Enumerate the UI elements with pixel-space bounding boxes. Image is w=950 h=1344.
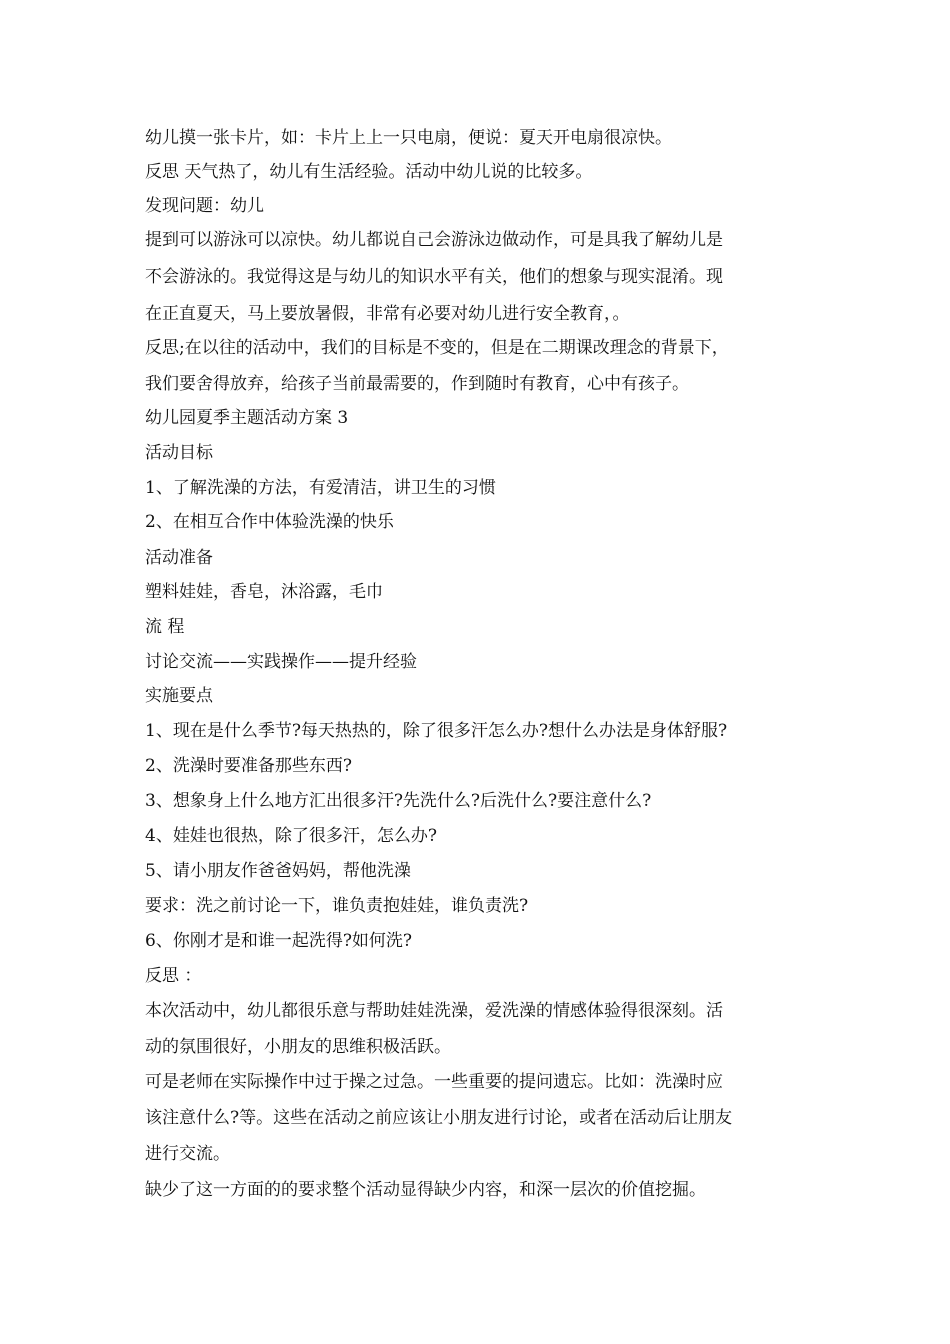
paragraph-line: 我们要舍得放弃，给孩子当前最需要的，作到随时有教育，心中有孩子。 bbox=[145, 374, 689, 394]
paragraph-line: 缺少了这一方面的的要求整个活动显得缺少内容，和深一层次的价值挖掘。 bbox=[145, 1180, 706, 1200]
document-body bbox=[145, 124, 813, 1210]
paragraph-line: 反思;在以往的活动中，我们的目标是不变的，但是在二期课改理念的背景下， bbox=[145, 338, 729, 358]
paragraph-line: 讨论交流——实践操作——提升经验 bbox=[145, 652, 417, 672]
subsection-heading: 活动目标 bbox=[145, 443, 213, 463]
list-item: 3、想象身上什么地方汇出很多汗?先洗什么?后洗什么?要注意什么? bbox=[145, 791, 652, 811]
paragraph-line: 不会游泳的。我觉得这是与幼儿的知识水平有关，他们的想象与现实混淆。现 bbox=[145, 267, 723, 287]
list-item: 2、在相互合作中体验洗澡的快乐 bbox=[145, 512, 394, 532]
list-item: 1、了解洗澡的方法，有爱清洁，讲卫生的习惯 bbox=[145, 478, 496, 498]
paragraph-line: 反思 天气热了，幼儿有生活经验。活动中幼儿说的比较多。 bbox=[145, 162, 593, 182]
subsection-heading: 活动准备 bbox=[145, 548, 213, 568]
subsection-heading: 实施要点 bbox=[145, 686, 213, 706]
subsection-heading: 反思 ： bbox=[145, 966, 202, 986]
paragraph-line: 该注意什么?等。这些在活动之前应该让小朋友进行讨论，或者在活动后让朋友 bbox=[145, 1108, 733, 1128]
paragraph-line: 动的氛围很好，小朋友的思维积极活跃。 bbox=[145, 1037, 451, 1057]
list-item: 6、你刚才是和谁一起洗得?如何洗? bbox=[145, 931, 413, 951]
paragraph-line: 幼儿摸一张卡片，如：卡片上上一只电扇，便说：夏天开电扇很凉快。 bbox=[145, 128, 672, 148]
list-item: 2、洗澡时要准备那些东西? bbox=[145, 756, 352, 776]
paragraph-line: 本次活动中，幼儿都很乐意与帮助娃娃洗澡，爱洗澡的情感体验得很深刻。活 bbox=[145, 1001, 723, 1021]
paragraph-line: 发现问题：幼儿 bbox=[145, 196, 264, 216]
list-item: 5、请小朋友作爸爸妈妈，帮他洗澡 bbox=[145, 861, 411, 881]
list-item: 4、娃娃也很热，除了很多汗，怎么办? bbox=[145, 826, 437, 846]
list-item: 1、现在是什么季节?每天热热的，除了很多汗怎么办?想什么办法是身体舒服? bbox=[145, 721, 728, 741]
paragraph-line: 可是老师在实际操作中过于操之过急。一些重要的提问遗忘。比如：洗澡时应 bbox=[145, 1072, 723, 1092]
subsection-heading: 流 程 bbox=[145, 617, 185, 637]
paragraph-line: 进行交流。 bbox=[145, 1144, 230, 1164]
paragraph-line: 要求：洗之前讨论一下，谁负责抱娃娃，谁负责洗? bbox=[145, 896, 529, 916]
paragraph-line: 在正直夏天，马上要放暑假，非常有必要对幼儿进行安全教育，。 bbox=[145, 304, 630, 324]
section-heading: 幼儿园夏季主题活动方案 3 bbox=[145, 408, 349, 428]
paragraph-line: 塑料娃娃，香皂，沐浴露，毛巾 bbox=[145, 582, 383, 602]
paragraph-line: 提到可以游泳可以凉快。幼儿都说自己会游泳边做动作，可是具我了解幼儿是 bbox=[145, 230, 723, 250]
